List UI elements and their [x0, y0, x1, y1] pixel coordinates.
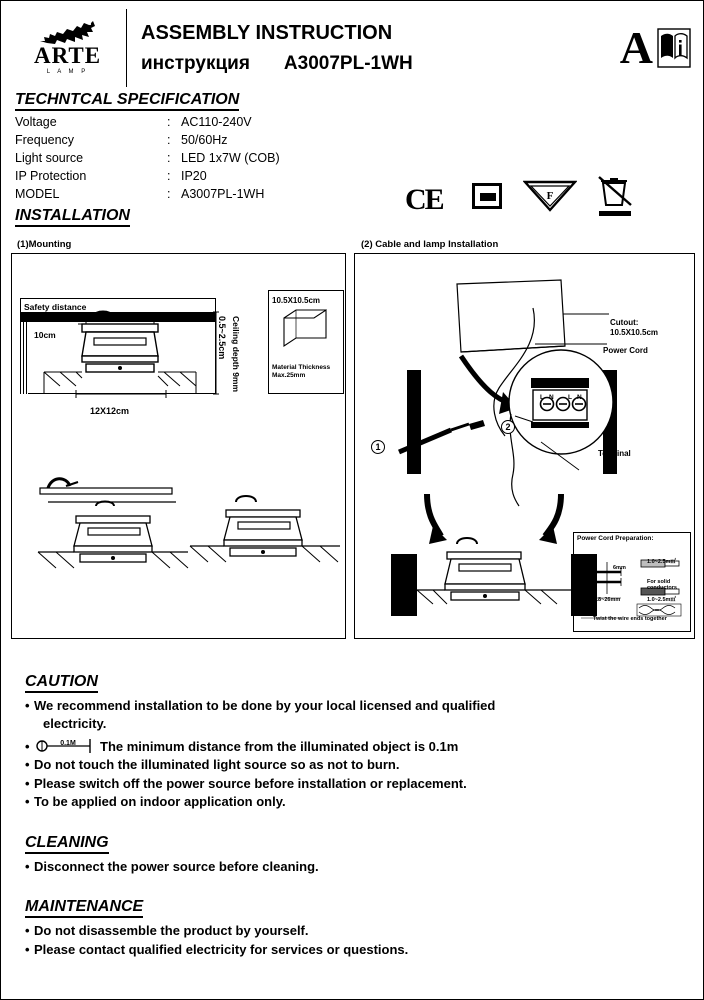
terminal-label-N1: N: [549, 394, 554, 401]
product-model-code: A3007PL-1WH: [283, 52, 413, 74]
bullet-icon: •: [25, 738, 30, 754]
pcp-note-label: Twist the wire ends together: [593, 616, 667, 622]
list-item: [25, 697, 675, 715]
minimum-distance-icon: [36, 738, 98, 756]
spec-colon: :: [167, 115, 171, 129]
crossed-out-wheelie-bin-icon: [593, 175, 637, 219]
certification-marks: [397, 159, 687, 221]
title-instruction-ru: инструкция: [141, 52, 250, 74]
list-item: [25, 756, 675, 774]
cutout-callout-label: [610, 318, 658, 339]
maintenance-list: [25, 922, 675, 959]
spec-colon: :: [167, 187, 171, 201]
cleaning-item-text: Disconnect the power source before cleaning.: [34, 858, 319, 874]
griffin-icon: [37, 19, 99, 45]
installation-heading-wrap: [15, 207, 130, 227]
installation-heading: INSTALLATION: [15, 207, 130, 227]
terminal-label-N2: N: [577, 394, 582, 401]
spec-heading-wrap: [15, 91, 239, 111]
caution-item-text: To be applied on indoor application only.: [34, 794, 286, 810]
list-item: [25, 775, 675, 793]
spec-row: [15, 149, 280, 167]
spec-label: Light source: [15, 151, 84, 165]
pcp-solid-head-label: For solid conductors: [647, 579, 677, 591]
pcp-cord-length-label: 18~26mm: [595, 597, 621, 603]
spec-label: IP Protection: [15, 169, 87, 183]
spec-value: AC110-240V: [181, 115, 252, 129]
caution-item-text: The minimum distance from the illuminated object is 0.1m: [100, 738, 459, 754]
bullet-icon: •: [25, 757, 30, 773]
material-thickness-label: Material Thickness Max.25mm: [272, 364, 331, 380]
bullet-icon: •: [25, 858, 30, 874]
brand-logo: [9, 9, 127, 87]
notes-section: [25, 673, 675, 963]
pcp-solid-label: 1.0~2.5m㎡: [647, 597, 676, 603]
spec-value: IP20: [181, 169, 207, 183]
cutout-callout-line2: 10.5X10.5cm: [610, 328, 659, 338]
caution-item-text: Do not touch the illuminated light source so as not to burn.: [34, 757, 400, 773]
ce-mark-icon: CE: [405, 183, 443, 216]
title-assembly-instruction: ASSEMBLY INSTRUCTION: [141, 21, 393, 44]
recessed-luminaire-icon: [472, 183, 502, 209]
cleaning-list: [25, 858, 675, 876]
spec-colon: :: [167, 151, 171, 165]
bullet-icon: •: [25, 923, 30, 939]
dim-ceiling-depth-label: Ceiling depth 9mm: [231, 316, 241, 393]
brand-wordmark: ARTE: [33, 43, 102, 68]
cutout-template-drawing: [280, 308, 332, 356]
spec-row: [15, 167, 280, 185]
step-badge-2: 2: [501, 420, 515, 434]
spec-label: MODEL: [15, 187, 60, 201]
dim-side-label: 10cm: [34, 330, 56, 340]
bullet-icon: •: [25, 698, 30, 713]
caution-item-text: We recommend installation to be done by your local licensed and qualified: [34, 698, 496, 713]
fixture-springs-folded-drawing: [22, 476, 202, 592]
document-header: [9, 9, 695, 87]
cleaning-heading: CLEANING: [25, 834, 109, 854]
pcp-stranded-label: 1.0~2.5m㎡: [647, 559, 676, 565]
spec-label: Voltage: [15, 115, 57, 129]
specification-table: [15, 113, 280, 203]
dim-depth-label: 0.5~2.5cm: [217, 316, 227, 360]
header-right-marks: [585, 9, 695, 87]
spec-value: 50/60Hz: [181, 133, 228, 147]
cable-installation-panel: [354, 253, 695, 639]
terminal-label-L1: L: [540, 394, 544, 401]
svg-text:F: F: [546, 190, 554, 202]
spec-value: LED 1x7W (COB): [181, 151, 280, 165]
cutout-and-cable-drawing: [365, 274, 685, 524]
spec-colon: :: [167, 169, 171, 183]
list-item: [25, 922, 675, 940]
caution-item-text: Please switch off the power source before installation or replacement.: [34, 775, 467, 791]
power-cord-label: Power Cord: [603, 346, 648, 355]
spec-row: [15, 113, 280, 131]
F-mark-triangle-icon: [523, 179, 577, 213]
caution-list-2: [25, 738, 675, 812]
header-titles: [127, 9, 585, 87]
panel-label-cable: (2) Cable and lamp Installation: [361, 239, 499, 250]
maintenance-block: [25, 898, 675, 959]
mounting-diagram-panel: [11, 253, 346, 639]
step-badge-1: 1: [371, 440, 385, 454]
cutout-size-label: 10.5X10.5cm: [272, 296, 321, 305]
spec-colon: :: [167, 133, 171, 147]
maintenance-heading: MAINTENANCE: [25, 898, 143, 918]
safety-distance-label: Safety distance: [24, 302, 87, 312]
bullet-icon: •: [25, 794, 30, 810]
terminal-label: Terminal: [598, 449, 631, 458]
bullet-icon: •: [25, 775, 30, 791]
list-item: [25, 941, 675, 959]
svg-text:0.1M: 0.1M: [60, 739, 76, 747]
spec-label: Frequency: [15, 133, 75, 147]
panel-label-mounting: (1)Mounting: [17, 239, 72, 250]
brand-subtitle: L A M P: [46, 69, 89, 75]
class-letter: A: [619, 22, 653, 74]
maintenance-item-text: Please contact qualified electricity for services or questions.: [34, 941, 409, 957]
diagram-panels: [11, 239, 695, 639]
spec-row: [15, 185, 280, 203]
cutout-callout-line1: Cutout:: [610, 318, 639, 327]
instruction-book-icon: [657, 28, 691, 68]
maintenance-item-text: Do not disassemble the product by yourself.: [34, 923, 309, 939]
terminal-label-L2: L: [568, 394, 572, 401]
spec-row: [15, 131, 280, 149]
spec-heading: TECHNTCAL SPECIFICATION: [15, 91, 239, 111]
dim-width-label: 12X12cm: [90, 406, 130, 416]
cleaning-block: [25, 834, 675, 876]
pcp-strip-length-label: 6mm: [613, 565, 626, 571]
spec-value: A3007PL-1WH: [181, 187, 265, 201]
caution-list: [25, 697, 675, 715]
bullet-icon: •: [25, 941, 30, 957]
caution-block: [25, 673, 675, 812]
list-item: [25, 738, 675, 756]
fixture-installed-drawing: [188, 486, 344, 592]
caution-heading: CAUTION: [25, 673, 98, 693]
list-item: [25, 858, 675, 876]
caution-item-continued: electricity.: [43, 716, 107, 732]
pcp-title: Power Cord Preparation:: [577, 535, 654, 542]
list-item: [25, 793, 675, 811]
fixture-section-top-drawing: [20, 310, 220, 402]
